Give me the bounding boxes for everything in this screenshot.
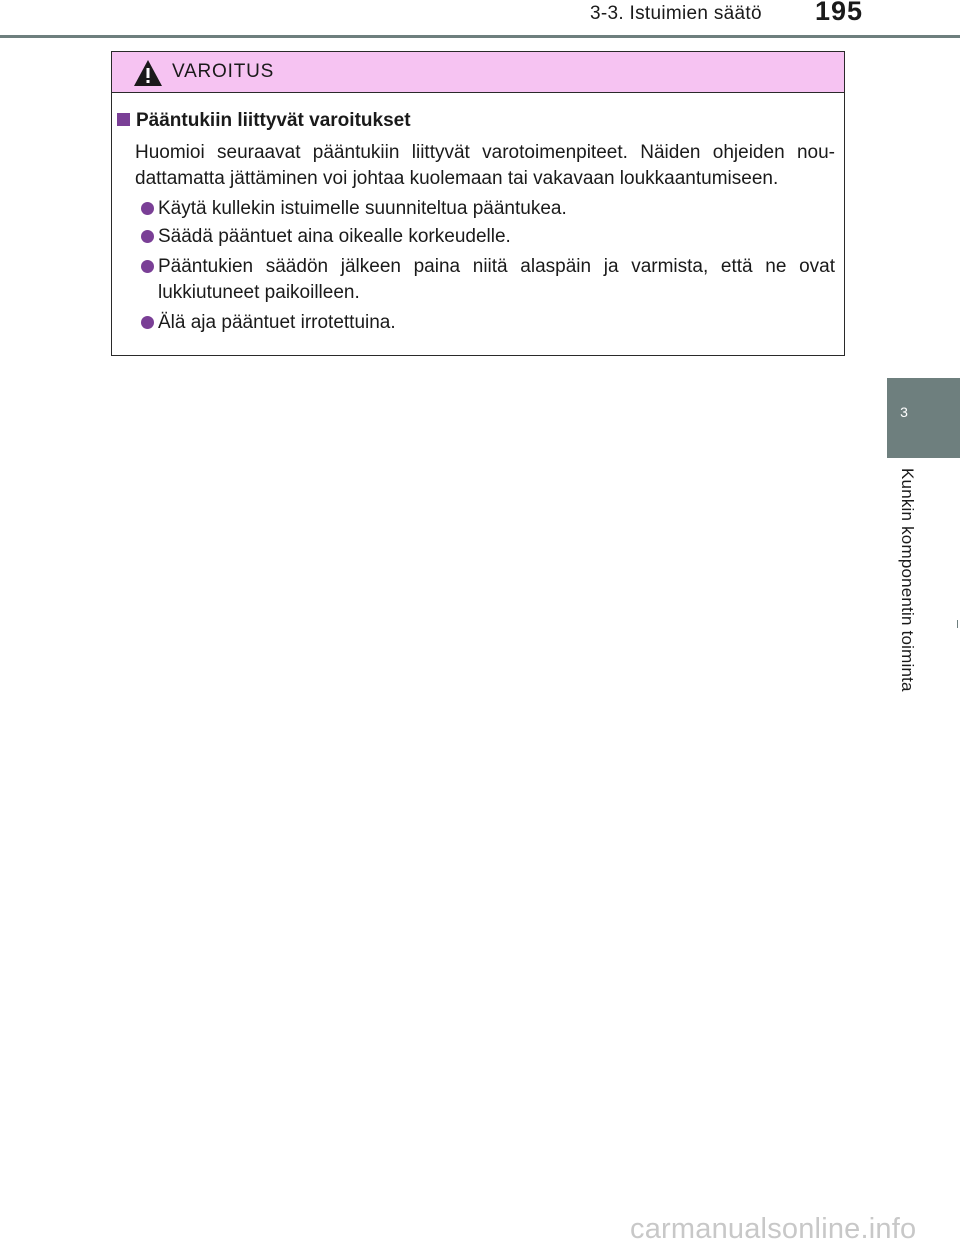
page-header <box>0 0 960 40</box>
warning-triangle-icon <box>133 59 163 87</box>
list-item-text: Käytä kullekin istuimelle suunniteltua pääntukea. <box>158 198 567 219</box>
list-item-text: Säädä pääntuet aina oikealle korkeudelle. <box>158 226 511 247</box>
bullet-dot-icon <box>141 316 154 329</box>
chapter-tab <box>887 378 960 458</box>
warning-heading-text: Pääntukiin liittyvät varoitukset <box>136 110 411 131</box>
warning-section-heading <box>117 110 411 132</box>
page-number: 195 <box>815 0 864 26</box>
watermark: carmanualsonline.info <box>630 1213 917 1245</box>
warning-box <box>111 51 845 356</box>
warning-header <box>112 52 844 93</box>
warning-title: VAROITUS <box>172 61 275 82</box>
list-item-text: Älä aja pääntuet irrotettuina. <box>158 312 396 333</box>
bullet-dot-icon <box>141 260 154 273</box>
margin-tick <box>957 620 958 628</box>
header-divider <box>0 35 960 38</box>
chapter-label: Kunkin komponentin toiminta <box>898 468 917 692</box>
section-title: 3-3. Istuimien säätö <box>590 3 762 24</box>
square-bullet-icon <box>117 113 130 126</box>
bullet-dot-icon <box>141 230 154 243</box>
chapter-number: 3 <box>900 404 908 420</box>
list-item-text: Pääntukien säädön jälkeen paina niitä alaspäin ja varmista, että ne ovat lukkiutuneet paikoilleen. <box>158 256 835 303</box>
warning-intro-text: Huomioi seuraavat pääntukiin liittyvät varotoimenpiteet. Näiden ohjeiden nou-dattamatta jättäminen voi johtaa kuolemaan tai vakavaan loukkaantumiseen. <box>135 142 835 189</box>
bullet-dot-icon <box>141 202 154 215</box>
